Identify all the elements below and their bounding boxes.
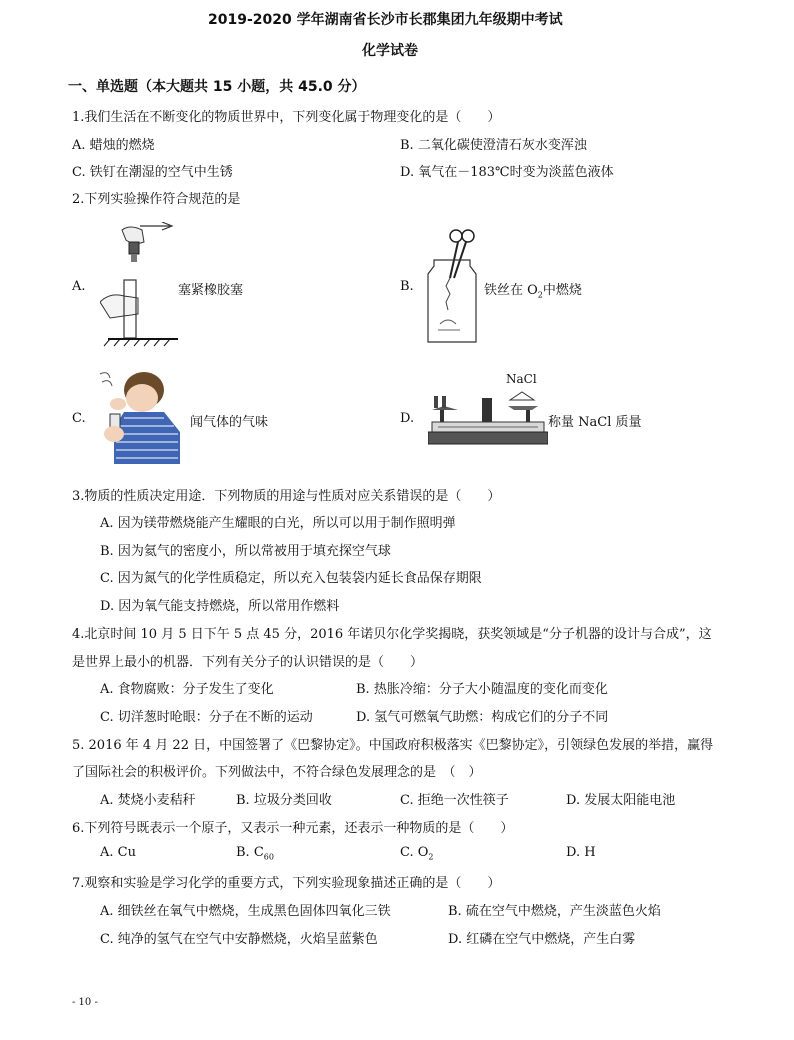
question-6-option-c-subscript: 2 bbox=[428, 852, 434, 862]
question-2-option-c-letter: C. bbox=[72, 411, 86, 426]
balance-illustration bbox=[428, 388, 548, 446]
question-6-option-b-text: B. C bbox=[236, 845, 264, 860]
question-4-stem-line-2: 是世界上最小的机器．下列有关分子的认识错误的是（ ） bbox=[72, 655, 424, 670]
question-5-option-b: B. 垃圾分类回收 bbox=[236, 793, 332, 808]
question-2-option-d-text: 称量 NaCl 质量 bbox=[548, 415, 642, 430]
question-5-stem-line-2: 了国际社会的积极评价。下列做法中，不符合绿色发展理念的是 （ ） bbox=[72, 765, 482, 780]
question-7-stem: 7.观察和实验是学习化学的重要方式，下列实验现象描述正确的是（ ） bbox=[72, 876, 501, 891]
question-3-option-d: D. 因为氧气能支持燃烧，所以常用作燃料 bbox=[100, 599, 340, 614]
question-6-stem: 6.下列符号既表示一个原子，又表示一种元素，还表示一种物质的是（ ） bbox=[72, 821, 514, 836]
question-4-option-b: B. 热胀冷缩：分子大小随温度的变化而变化 bbox=[356, 682, 608, 697]
question-6-option-c-text: C. O bbox=[400, 845, 429, 860]
question-2-option-b-text-post: 中燃烧 bbox=[542, 283, 582, 298]
question-5-option-d: D. 发展太阳能电池 bbox=[566, 793, 676, 808]
question-3-stem: 3.物质的性质决定用途．下列物质的用途与性质对应关系错误的是（ ） bbox=[72, 489, 501, 504]
question-1-stem: 1.我们生活在不断变化的物质世界中，下列变化属于物理变化的是（ ） bbox=[72, 110, 501, 125]
question-5-option-c: C. 拒绝一次性筷子 bbox=[400, 793, 509, 808]
smelling-gas-illustration bbox=[94, 368, 186, 464]
question-6-option-a: A. Cu bbox=[100, 845, 136, 860]
question-2-option-b-text bbox=[484, 279, 582, 300]
question-2-stem: 2.下列实验操作符合规范的是 bbox=[72, 192, 241, 207]
question-3-option-c: C. 因为氮气的化学性质稳定，所以充入包装袋内延长食品保存期限 bbox=[100, 571, 482, 586]
question-1-option-b: B. 二氧化碳使澄清石灰水变浑浊 bbox=[400, 138, 587, 153]
question-2-option-d-letter: D. bbox=[400, 411, 415, 426]
question-1-option-a: A. 蜡烛的燃烧 bbox=[72, 138, 155, 153]
exam-subtitle: 化学试卷 bbox=[362, 43, 418, 59]
page-number: - 10 - bbox=[72, 997, 98, 1008]
question-1-option-c: C. 铁钉在潮湿的空气中生锈 bbox=[72, 165, 233, 180]
iron-wire-in-oxygen-illustration bbox=[420, 226, 484, 346]
question-7-option-b: B. 硫在空气中燃烧，产生淡蓝色火焰 bbox=[448, 904, 661, 919]
question-4-option-d: D. 氢气可燃氧气助燃：构成它们的分子不同 bbox=[356, 710, 609, 725]
question-7-option-a: A. 细铁丝在氧气中燃烧，生成黑色固体四氧化三铁 bbox=[100, 904, 391, 919]
question-4-stem-line-1: 4.北京时间 10 月 5 日下午 5 点 45 分，2016 年诺贝尔化学奖揭晓，获奖领域是“分子机器的设计与合成”，这 bbox=[72, 627, 712, 642]
question-7-option-c: C. 纯净的氢气在空气中安静燃烧，火焰呈蓝紫色 bbox=[100, 932, 378, 947]
question-5-option-a: A. 焚烧小麦秸秆 bbox=[100, 793, 196, 808]
question-6-option-d: D. H bbox=[566, 845, 596, 860]
question-4-option-c: C. 切洋葱时呛眼：分子在不断的运动 bbox=[100, 710, 313, 725]
question-3-option-a: A. 因为镁带燃烧能产生耀眼的白光，所以可以用于制作照明弹 bbox=[100, 516, 456, 531]
question-2-option-a-text: 塞紧橡胶塞 bbox=[178, 283, 244, 298]
question-6-option-b-subscript: 60 bbox=[263, 852, 274, 862]
question-7-option-d: D. 红磷在空气中燃烧，产生白雾 bbox=[448, 932, 636, 947]
question-2-option-b-text-pre: 铁丝在 O bbox=[484, 283, 538, 298]
exam-title: 2019-2020 学年湖南省长沙市长郡集团九年级期中考试 bbox=[208, 12, 563, 28]
balance-nacl-label: NaCl bbox=[506, 372, 537, 386]
question-2-option-a-letter: A. bbox=[72, 279, 86, 294]
question-6-option-c bbox=[400, 845, 434, 862]
question-1-option-d: D. 氧气在－183℃时变为淡蓝色液体 bbox=[400, 165, 614, 180]
question-2-option-b-subscript: 2 bbox=[537, 290, 543, 300]
question-6-option-b bbox=[236, 845, 274, 862]
rubber-stopper-illustration bbox=[100, 222, 180, 352]
section-heading: 一、单选题（本大题共 15 小题，共 45.0 分） bbox=[68, 79, 366, 95]
question-5-stem-line-1: 5. 2016 年 4 月 22 日，中国签署了《巴黎协定》。中国政府积极落实《巴黎协定》，引领绿色发展的举措，赢得 bbox=[72, 738, 714, 753]
question-2-option-c-text: 闻气体的气味 bbox=[190, 415, 269, 430]
question-4-option-a: A. 食物腐败：分子发生了变化 bbox=[100, 682, 274, 697]
question-2-option-b-letter: B. bbox=[400, 279, 414, 294]
question-3-option-b: B. 因为氦气的密度小，所以常被用于填充探空气球 bbox=[100, 544, 391, 559]
